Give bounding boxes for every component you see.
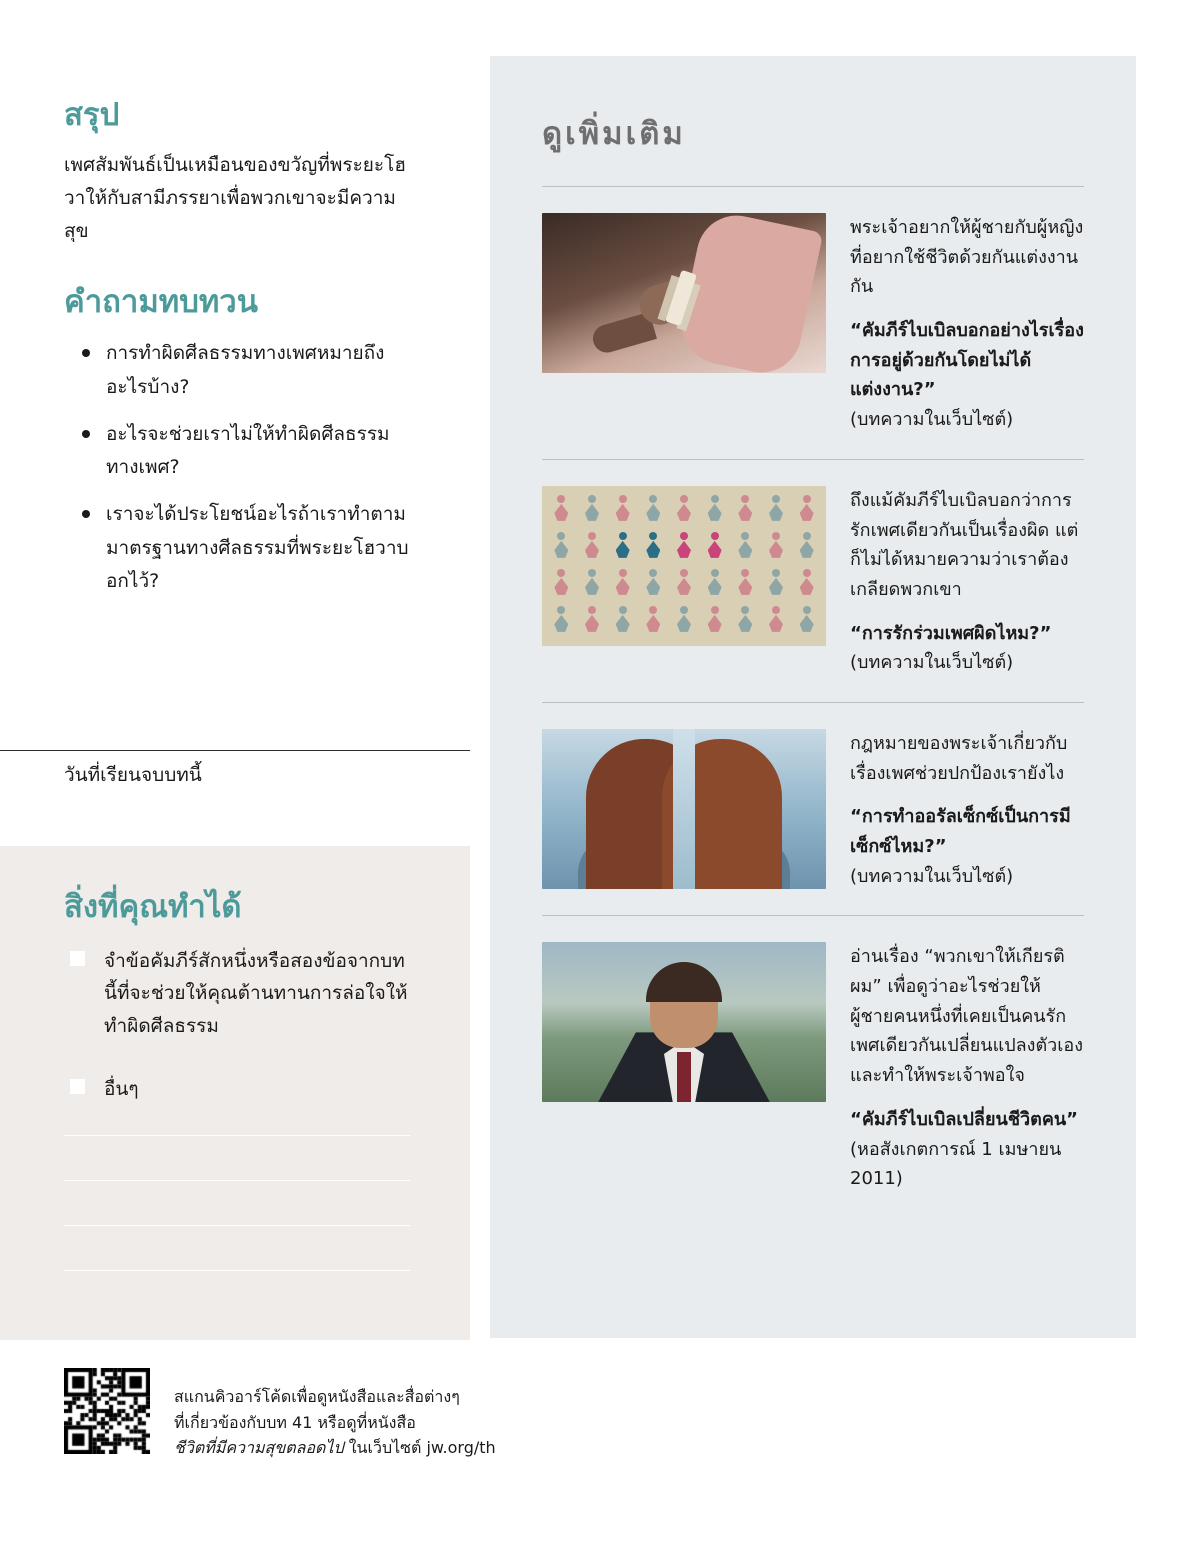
male-icon xyxy=(769,569,783,595)
male-icon xyxy=(646,495,660,521)
male-icon xyxy=(769,495,783,521)
todo-checklist xyxy=(64,945,410,1106)
footer xyxy=(64,1368,764,1461)
key-icon xyxy=(665,269,697,325)
man-portrait-image xyxy=(542,942,826,1102)
male-icon xyxy=(554,532,568,558)
female-icon xyxy=(769,532,783,558)
two-faces-image xyxy=(542,729,826,889)
silhouette-gap xyxy=(673,729,695,889)
checkbox-icon[interactable] xyxy=(70,1079,85,1094)
footer-line-3 xyxy=(174,1435,496,1461)
entry-title[interactable]: “คัมภีร์ไบเบิลเปลี่ยนชีวิตคน” xyxy=(850,1108,1079,1130)
summary-text: เพศสัมพันธ์เป็นเหมือนของขวัญที่พระยะโฮวาให้กับสามีภรรยาเพื่อพวกเขาจะมีความสุข xyxy=(64,153,406,243)
female-icon xyxy=(554,495,568,521)
what-you-can-do-heading: สิ่งที่คุณทำได้ xyxy=(64,889,242,925)
footer-line-2: ที่เกี่ยวข้องกับบท 41 หรือดูที่หนังสือ xyxy=(174,1412,416,1432)
see-more-entry[interactable] xyxy=(542,915,1084,1218)
what-you-can-do-panel xyxy=(0,846,470,1340)
entry-source: (หอสังเกตการณ์ 1 เมษายน 2011) xyxy=(850,1138,1062,1190)
male-icon xyxy=(646,569,660,595)
female-icon xyxy=(708,606,722,632)
female-icon xyxy=(585,532,599,558)
female-icon xyxy=(677,495,691,521)
list-item: อะไรจะช่วยเราไม่ให้ทำผิดศีลธรรมทางเพศ? xyxy=(74,418,410,485)
entry-source: (บทความในเว็บไซต์) xyxy=(850,652,1014,674)
female-icon xyxy=(800,495,814,521)
female-icon xyxy=(585,606,599,632)
entry-title[interactable]: “คัมภีร์ไบเบิลบอกอย่างไรเรื่องการอยู่ด้วยกันโดยไม่ได้แต่งงาน?” xyxy=(850,320,1084,401)
left-column xyxy=(0,0,470,1340)
keys-handover-image xyxy=(542,213,826,373)
see-more-heading: ดูเพิ่มเติม xyxy=(542,116,686,152)
tie-shape xyxy=(677,1052,691,1102)
checkbox-icon[interactable] xyxy=(70,951,85,966)
completion-date-label: วันที่เรียนจบบทนี้ xyxy=(64,764,202,786)
highlight-male-icon xyxy=(616,532,630,558)
footer-line-3-rest: ในเว็บไซต์ jw.org/th xyxy=(343,1438,496,1458)
male-icon xyxy=(800,606,814,632)
entry-source: (บทความในเว็บไซต์) xyxy=(850,865,1014,887)
female-icon xyxy=(738,569,752,595)
gender-icon-grid xyxy=(542,486,826,646)
todo-item-label: จำข้อคัมภีร์สักหนึ่งหรือสองข้อจากบทนี้ที่จะช่วยให้คุณต้านทานการล่อใจให้ทำผิดศีลธรรม xyxy=(104,949,408,1038)
male-icon xyxy=(585,569,599,595)
entry-lead: กฎหมายของพระเจ้าเกี่ยวกับเรื่องเพศช่วยปกป้องเรายังไง xyxy=(850,732,1068,784)
entry-text xyxy=(850,942,1084,1194)
blank-line[interactable] xyxy=(64,1135,410,1136)
entry-lead: พระเจ้าอยากให้ผู้ชายกับผู้หญิงที่อยากใช้ชีวิตด้วยกันแต่งงานกัน xyxy=(850,217,1084,298)
review-questions-heading: คำถามทบทวน xyxy=(64,283,258,320)
list-item[interactable] xyxy=(64,1073,410,1106)
highlight-male-icon xyxy=(646,532,660,558)
male-icon xyxy=(738,606,752,632)
review-questions-list xyxy=(64,337,410,598)
blank-line[interactable] xyxy=(64,1180,410,1181)
entry-text xyxy=(850,213,1084,435)
entry-source: (บทความในเว็บไซต์) xyxy=(850,409,1014,431)
male-icon xyxy=(708,495,722,521)
blank-line[interactable] xyxy=(64,1270,410,1271)
todo-item-label: อื่นๆ xyxy=(104,1077,139,1100)
entry-lead: อ่านเรื่อง “พวกเขาให้เกียรติผม” เพื่อดูว่าอะไรช่วยให้ผู้ชายคนหนึ่งที่เคยเป็นคนรักเพศเดียวกันเปลี่ยนแปลงตัวเองและทำให้พระเจ้าพอใจ xyxy=(850,946,1083,1087)
female-icon xyxy=(646,606,660,632)
entry-text xyxy=(850,729,1084,891)
female-icon xyxy=(616,569,630,595)
male-icon xyxy=(554,606,568,632)
see-more-panel xyxy=(490,56,1136,1338)
male-icon xyxy=(585,495,599,521)
see-more-entry[interactable] xyxy=(542,459,1084,702)
highlight-female-icon xyxy=(708,532,722,558)
female-icon xyxy=(769,606,783,632)
male-icon xyxy=(738,532,752,558)
entry-title[interactable]: “การรักร่วมเพศผิดไหม?” xyxy=(850,622,1052,644)
male-icon xyxy=(708,569,722,595)
left-column-content xyxy=(0,0,470,598)
entry-text xyxy=(850,486,1084,678)
female-icon xyxy=(800,569,814,595)
highlight-female-icon xyxy=(677,532,691,558)
blank-line[interactable] xyxy=(64,1225,410,1226)
male-icon xyxy=(677,606,691,632)
footer-text xyxy=(174,1368,496,1461)
divider xyxy=(0,750,470,751)
qr-code-icon[interactable] xyxy=(64,1368,150,1454)
footer-line-1: สแกนคิวอาร์โค้ดเพื่อดูหนังสือและสื่อต่างๆ xyxy=(174,1387,460,1406)
list-item[interactable] xyxy=(64,945,410,1043)
summary-heading: สรุป xyxy=(64,97,120,133)
female-icon xyxy=(554,569,568,595)
list-item: การทำผิดศีลธรรมทางเพศหมายถึงอะไรบ้าง? xyxy=(74,337,410,404)
male-icon xyxy=(616,606,630,632)
see-more-entry[interactable] xyxy=(542,186,1084,459)
female-icon xyxy=(738,495,752,521)
entry-lead: ถึงแม้คัมภีร์ไบเบิลบอกว่าการรักเพศเดียวกันเป็นเรื่องผิด แต่ก็ไม่ได้หมายความว่าเราต้องเกลียดพวกเขา xyxy=(850,489,1079,600)
male-icon xyxy=(800,532,814,558)
write-in-lines[interactable] xyxy=(64,1135,410,1271)
female-icon xyxy=(616,495,630,521)
qr-code-canvas xyxy=(64,1368,150,1454)
see-more-entry[interactable] xyxy=(542,702,1084,915)
entry-title[interactable]: “การทำออรัลเซ็กซ์เป็นการมีเซ็กซ์ไหม?” xyxy=(850,806,1071,857)
list-item: เราจะได้ประโยชน์อะไรถ้าเราทำตามมาตรฐานทางศีลธรรมที่พระยะโฮวาบอกไว้? xyxy=(74,498,410,598)
publication-title: ชีวิตที่มีความสุขตลอดไป xyxy=(174,1438,344,1458)
gender-symbols-image xyxy=(542,486,826,646)
female-icon xyxy=(677,569,691,595)
hair-shape xyxy=(646,962,722,1002)
